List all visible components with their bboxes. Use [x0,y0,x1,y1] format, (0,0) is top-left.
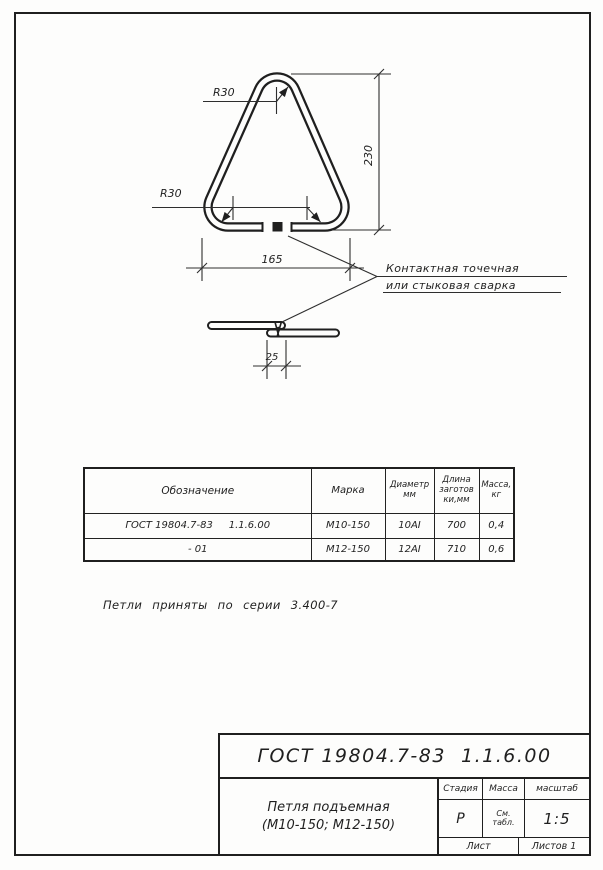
series-note: Петли приняты по серии 3.400-7 [103,598,338,612]
overlap-dim-label: 25 [265,352,279,363]
cell-designation: - 01 [84,538,311,561]
part-name-line2: (М10-150; М12-150) [261,818,396,833]
cell-mark: М10-150 [311,513,385,538]
weld-note-line2: или стыковая сварка [386,279,516,292]
header-diameter [385,468,434,513]
header-length-line3: ки,мм [443,494,470,505]
header-length-line2: заготов [439,484,474,495]
spec-table [83,467,515,562]
cell-mass: 0,6 [479,538,514,561]
spec-table-header-row [84,468,514,513]
header-mass-line2: кг [491,489,502,500]
header-designation: Обозначение [84,468,311,513]
header-diameter-line2: мм [403,489,416,500]
cell-length: 700 [434,513,479,538]
dim-base-165 [186,238,364,281]
weld-note-line1: Контактная точечная [386,262,520,275]
radius-bottom-label: R30 [160,187,182,200]
dim-radius-bottom [152,187,321,222]
table-row [84,513,514,538]
sheets-count-label: Листов 1 [531,840,577,852]
header-mass [479,468,514,513]
sheet-label: Лист [439,838,519,854]
mass-value [483,800,525,837]
mass-value-line2: табл. [492,817,515,827]
mass-label: Масса [483,779,525,799]
header-mass-line1: Масса, [481,479,512,490]
scale-label: масштаб [536,784,578,794]
header-diameter-line1: Диаметр [389,479,430,490]
height-dim-label: 230 [362,145,375,166]
weld-point [273,222,283,232]
table-row [84,538,514,561]
stage-label: Стадия [439,779,483,799]
part-name [220,779,439,854]
dim-overlap-25 [253,340,301,379]
doc-number: ГОСТ 19804.7-83 1.1.6.00 [220,735,589,779]
cell-diameter: 12АI [385,538,434,561]
cell-mass: 0,4 [479,513,514,538]
title-block [218,733,591,856]
cell-length: 710 [434,538,479,561]
side-view-upper-rod [208,322,285,329]
cell-mark: М12-150 [311,538,385,561]
part-name-line1: Петля подъемная [267,800,390,815]
header-length-line1: Длина [442,475,471,486]
weld-annotation [282,236,567,322]
scale-value: 1:5 [543,809,571,828]
stage-value: Р [439,800,483,837]
header-mark: Марка [311,468,385,513]
cell-designation: ГОСТ 19804.7-83 1.1.6.00 [84,513,311,538]
loop-side-view [208,322,339,338]
header-length [434,468,479,513]
mass-value-line1: См. [496,808,511,818]
base-dim-label: 165 [261,253,283,266]
radius-top-label: R30 [213,86,235,99]
cell-diameter: 10АI [385,513,434,538]
